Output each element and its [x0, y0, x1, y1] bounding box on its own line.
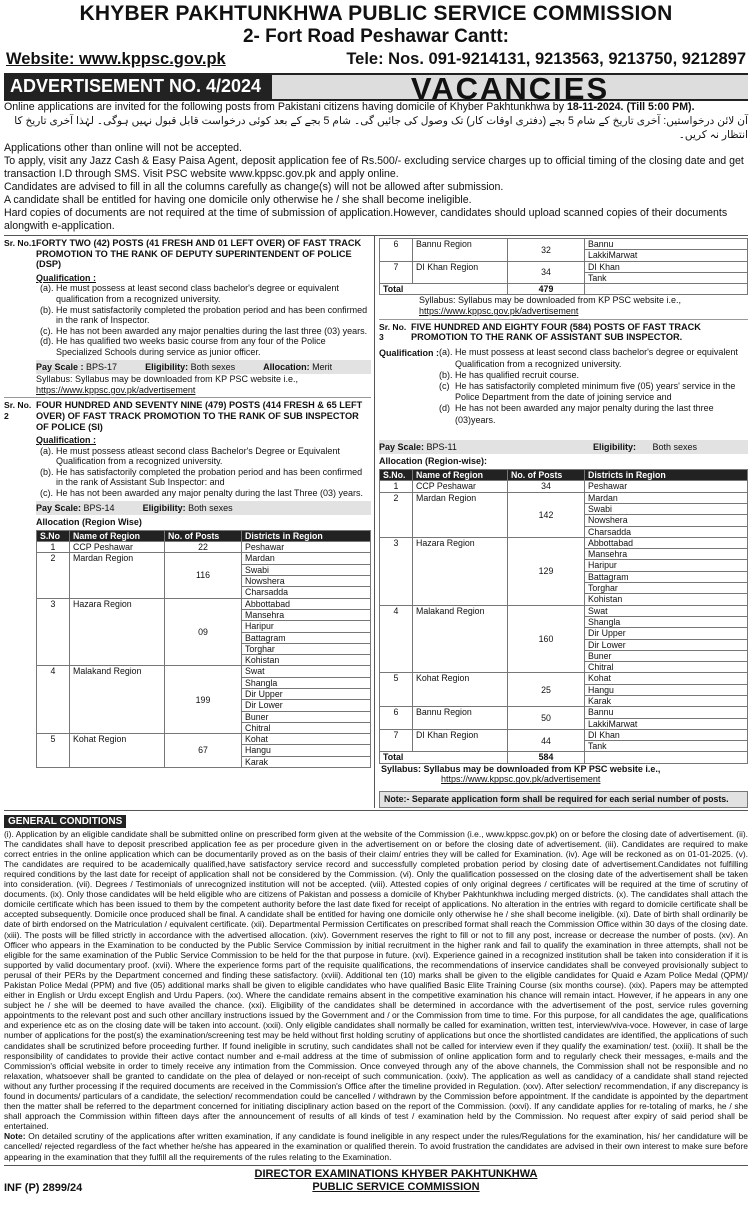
row-district: Kohistan: [242, 655, 371, 666]
pay-scale: BPS-11: [426, 441, 457, 452]
qualification-item: [40, 446, 371, 467]
row-sno: 3: [37, 598, 70, 666]
syllabus-link[interactable]: https://www.kppsc.gov.pk/advertisement: [441, 774, 601, 785]
row-district: Abbottabad: [242, 598, 371, 609]
row-district: Swabi: [585, 503, 748, 514]
row-sno: 1: [37, 542, 70, 553]
row-posts: 34: [508, 261, 585, 284]
qualification-letter: (b).: [40, 304, 54, 315]
row-sno: 4: [37, 666, 70, 734]
table-header-row: [37, 530, 371, 541]
row-district: Torghar: [242, 643, 371, 654]
qualification-item: [439, 403, 748, 425]
row-district: Charsadda: [585, 526, 748, 537]
table-row: [37, 542, 371, 553]
qualification-letter: (d).: [40, 336, 54, 347]
row-district: Abbottabad: [585, 537, 748, 548]
row-sno: 2: [380, 492, 413, 537]
row-posts: 50: [508, 707, 585, 730]
qualification-text: He has satisfactorily completed the probation period and has been confirmed in the rank of Assistant Sub Inspector: and: [56, 466, 363, 488]
syllabus-link[interactable]: https://www.kppsc.gov.pk/advertisement: [419, 306, 579, 317]
allocation: Merit: [312, 361, 333, 372]
row-district: Dir Upper: [585, 628, 748, 639]
row-sno: 1: [380, 481, 413, 492]
column-header: S.No: [37, 530, 70, 541]
qualification-letter: (a).: [40, 283, 54, 294]
row-district: Dir Lower: [242, 700, 371, 711]
syllabus: Syllabus: Syllabus may be downloaded from KP PSC website i.e.,: [36, 374, 298, 385]
row-region: Kohat Region: [70, 734, 165, 768]
row-district: Battagram: [242, 632, 371, 643]
syllabus-link[interactable]: https://www.kppsc.gov.pk/advertisement: [36, 384, 196, 395]
table-row: [380, 673, 748, 684]
qualification-list: [435, 347, 748, 425]
advertisement-number: ADVERTISEMENT NO. 4/2024: [4, 73, 272, 101]
row-district: Mansehra: [242, 609, 371, 620]
row-posts: 116: [165, 553, 242, 598]
total-row: [380, 284, 748, 295]
column-header: S.No.: [380, 470, 413, 481]
row-district: LakkiMarwat: [585, 250, 748, 261]
total-blank: [585, 752, 748, 763]
table-row: [37, 666, 371, 677]
row-region: Hazara Region: [413, 537, 508, 605]
row-posts: 142: [508, 492, 585, 537]
row-district: Chitral: [585, 662, 748, 673]
row-district: Buner: [242, 711, 371, 722]
intro-line-4: Candidates are advised to fill in all the columns carefully as change(s) will not be allowed after submission.: [4, 181, 504, 193]
qualification-text: He must satisfactorily completed the probation period and has been confirmed in the rank of Inspector.: [56, 304, 368, 326]
general-note: Note: On detailed scrutiny of the applications after written examination, if any candidate is found ineligible in any respect under the rules/Regulations for the examination, his/ her candidature will be cancelled/ rejected regardless of the fact whether he/she has appeared in the examination or qualified therein. To avoid frustration the candidates are advised in their own interest to make sure before appearing in the examination that they fulfill all the requirements of the rules relating to the Examination.: [4, 1131, 748, 1162]
general-conditions-title: GENERAL CONDITIONS: [4, 815, 126, 828]
row-sno: 4: [380, 605, 413, 673]
row-posts: 129: [508, 537, 585, 605]
pay-scale: BPS-17: [86, 361, 118, 372]
telephone-numbers: Tele: Nos. 091-9214131, 9213563, 9213750, 9212897: [346, 50, 746, 68]
row-district: Shangla: [585, 616, 748, 627]
qualification-letter: (b).: [439, 369, 453, 380]
allocation-table: [379, 469, 748, 764]
row-district: Haripur: [242, 621, 371, 632]
table-row: [380, 729, 748, 740]
table-row: [380, 261, 748, 272]
general-conditions-text: (i). Application by an eligible candidate shall be submitted online on prescribed form given at the website of the Commission (i.e., www.kppsc.gov.pk) on or before the closing date of advertisement. (ii). The candidates shall have to deposit prescribed application fee as per procedure given in the advertisement on or before the closing date of advertisement. (iii). Candidates are required to make correct entries in the online application which can be documentarily proved as on the basis of their claim/ entries they will be called for Examination. (iv). Age will be reckoned as on 01-01-2025. (v). The candidates are required to be academically qualified,have satisfactory service record and successfully completed probation period by closing date of advertisement.Candidates not fulfilling required conditions by the last date for receipt of application shall not be considered by the Commission. (vi). Only the qualification possessed on the closing date of the advertisement shall be taken into consideration. (vii). Degrees / Testimonials of unrecognized institution will not be accepted. (viii). Attested copies of only original degrees / certificates will be required at the time of scrutiny of documents. (ix). Only those candidates will be held eligible who are citizens of Pakistan and possess a domicile of Khyber Pakhtunkhwa including merged districts. (x). The candidates shall attach the domicile certificate which has been issued to them by the competent authority before the last date fixed for receipt of applications. No alteration in the entries with regard to domicile certificate shall be accepted subsequently. Domicile once produced shall be final. A candidate shall be entitled for having one domicile only otherwise he / she shall become ineligible. (xi). Date of birth shall ordinarily be date of birth endorsed on the Matriculation / equivalent certificate. (xii). Departmental Permission Certificates on prescribed format shall reach the Commission Office within 30 days of the closing date. (xiii). The posts will be filled strictly in accordance with the advertised allocation. (xiv). Government reserves the right to fill or not to fill any post, increase or decrease the number of posts. (xv). An Officer who appears in the Examination to be conducted by the Public Service Commission by initial recruitment in the higher rank and fail to qualify the examination in three attempts, shall not be eligible for the same examination of the Public Service Commission to be held for the that purpose in future. (xvi). Experience gained in a recognized institution shall be taken into consideration if it is supported by valid documentary proof. (xvii). Where the experience forms part of the requisite qualifications, the recommendations of inservice candidates shall be conveyed provisionally subject to perusal of their PERs by the Department concerned and finding these satisfactory. (xviii). Additional ten (10) marks shall be given to the eligible candidates for Quaid e Azam Police Medal (QPM)/ Pakistan Police Medal (PPM) and five (05) additional marks shall be given to eligible candidates who have qualified Basic Elite Training Course (six months course). (xix). Papers may be attempted either in English or Urdu except English and Urdu Papers. (xx). Where the candidate remains absent in the competitive examination his chance will remain intact. However, if he appears in any one subject he / she will be deemed to have availed the chance. (xxi). Eligibility of the candidates shall be determined in accordance with the advertisement of the post, service rules governing appointments to the relevant post and such other ancillary instructions issued by the Government and / or the Commission from time to time. For this purpose, for all candidates the age, qualifications and experience etc as on the closing date will be taken into account. (xxii). Only eligible candidates shall normally be called for examination, written test, interview/viva-voce. However, in case of large number of applications for the post(s) the examination/screening test may be held without first holding scrutiny of applications but once the shortlisted candidates are identified, the applications of such candidates shall be scrutinized before proceeding further. If found ineligible in scrutiny, such candidates shall not be called for interview even if they qualify the examination/ test. (xxiii). It shall be the responsibility of candidates to provide their active contact number and e-mail address at the time of submission of online application form and to regularly check their messages, e-mails and the Commission's official website in order to timely receive any intimation from the Commission. Once conveyed through any of the above channels, the Commission shall not be responsible and no relaxation, whatsoever shall be granted to candidate on the plea of delayed or non-receipt of such communication. (xxiv). The application as well as candidacy of a candidate shall stand rejected without any further processing if the required documents are received in the Commission's Office after the timeline provided in Regulation. (xxv). After selection/ recommendation, if any discrepancy is found in documents/ particulars of a candidate, the selection/ recommendation could be cancelled / withdrawn by the Commission before appointment. If the candidate is appointed by the department then the matter shall be referred to the department concerned for initiating disciplinary action based on the report of the Commission. (xxvi). If any candidate applies for re-totaling of marks, he / she shall approach the Commission within fifteen days after the announcement of results of all kinds of test / examination held by the Commission. No request after expiry of said period shall be entertained.: [4, 828, 748, 1132]
row-posts: 09: [165, 598, 242, 666]
row-district: Nowshera: [242, 576, 371, 587]
table-row: [37, 553, 371, 564]
qualification-heading: Qualification :: [379, 347, 440, 358]
closing-date: 18-11-2024. (Till 5:00 PM).: [566, 101, 695, 113]
allocation-heading: Allocation (Region-wise):: [379, 456, 487, 467]
qualification-item: [40, 305, 371, 326]
table-row: [37, 598, 371, 609]
row-district: Tank: [585, 272, 748, 283]
qualification-text: He must possess at least second class bachelor's degree or equivalent qualification from a recognized university.: [56, 283, 339, 304]
row-district: Mansehra: [585, 549, 748, 560]
qualification-item: [40, 283, 371, 304]
qualification-item: [40, 467, 371, 488]
qualification-item: [439, 381, 748, 403]
row-region: Mardan Region: [70, 553, 165, 598]
row-sno: 7: [380, 729, 413, 752]
total-label: Total: [380, 284, 508, 295]
row-district: Bannu: [585, 707, 748, 718]
qualification-heading: Qualification :: [36, 435, 97, 446]
row-district: Shangla: [242, 677, 371, 688]
row-district: Battagram: [585, 571, 748, 582]
total-label: Total: [380, 752, 508, 763]
serial-number: Sr. No. 3: [379, 321, 407, 343]
left-column: [4, 236, 375, 808]
intro-block: [4, 101, 748, 233]
row-district: Haripur: [585, 560, 748, 571]
qualification-letter: (a).: [439, 347, 453, 358]
row-sno: 7: [380, 261, 413, 284]
intro-line-2: Applications other than online will not be accepted.: [4, 142, 242, 154]
vacancies-banner: VACANCIES: [272, 73, 748, 101]
row-district: DI Khan: [585, 261, 748, 272]
syllabus: Syllabus: Syllabus may be downloaded from KP PSC website i.e., https://www.kppsc.gov.pk/advertisement: [419, 295, 681, 317]
general-conditions: [4, 810, 748, 1162]
post-3: [379, 319, 748, 345]
contact-line: [4, 48, 748, 70]
row-posts: 44: [508, 729, 585, 752]
row-region: Malakand Region: [413, 605, 508, 673]
row-district: Dir Upper: [242, 689, 371, 700]
row-district: Karak: [242, 756, 371, 767]
director-signature: [224, 1168, 568, 1194]
row-sno: 2: [37, 553, 70, 598]
row-sno: 3: [380, 537, 413, 605]
row-district: Karak: [585, 696, 748, 707]
right-column: [375, 236, 748, 808]
row-posts: 22: [165, 542, 242, 553]
serial-number: Sr. No. 2: [4, 400, 32, 421]
row-district: Mardan: [242, 553, 371, 564]
row-district: Tank: [585, 741, 748, 752]
row-region: Kohat Region: [413, 673, 508, 707]
post-1: [4, 236, 371, 398]
row-region: CCP Peshawar: [413, 481, 508, 492]
row-district: Swat: [242, 666, 371, 677]
row-district: Buner: [585, 650, 748, 661]
row-district: LakkiMarwat: [585, 718, 748, 729]
qualification-text: He has satisfactorily completed minimum five (05) years' service in the Police Department from the date of joining service and: [455, 381, 736, 403]
table-row: [37, 734, 371, 745]
row-district: Swabi: [242, 564, 371, 575]
row-region: DI Khan Region: [413, 261, 508, 284]
row-region: Hazara Region: [70, 598, 165, 666]
allocation-heading: Allocation (Region Wise): [36, 517, 142, 528]
qualification-item: [439, 370, 748, 381]
qualification-letter: (a).: [40, 445, 54, 456]
intro-line-5: A candidate shall be entitled for having one domicile only otherwise he / she shall become ineligible.: [4, 194, 472, 206]
row-posts: 25: [508, 673, 585, 707]
row-district: Bannu: [585, 239, 748, 250]
intro-line-1: Online applications are invited for the following posts from Pakistani citizens having domicile of Khyber Pakhtunkhwa by 18-11-2024. (Till 5:00 PM).: [4, 101, 695, 113]
eligibility: Both sexes: [652, 441, 698, 452]
serial-number: Sr. No.1: [4, 238, 36, 248]
eligibility: Both sexes: [188, 502, 233, 513]
commission-title: KHYBER PAKHTUNKHWA PUBLIC SERVICE COMMISSION: [79, 2, 673, 25]
advertisement-page: [4, 2, 748, 1194]
column-header: Name of Region: [70, 530, 165, 541]
allocation-table-continued: [379, 238, 748, 295]
row-district: Kohat: [242, 734, 371, 745]
column-header: No. of Posts: [165, 530, 242, 541]
post-2: [4, 398, 371, 770]
pay-eligibility-row: Pay Scale: BPS-14 Eligibility: Both sexes: [36, 501, 371, 516]
qualification-letter: (c): [439, 381, 450, 392]
qualification-text: He has not been awarded any major penalties during the last three (03) years.: [56, 325, 368, 336]
title-bar: [4, 71, 748, 106]
qualification-letter: (c).: [40, 488, 53, 499]
syllabus: Syllabus: Syllabus may be downloaded from KP PSC website i.e., https://www.kppsc.gov.pk/advertisement: [381, 763, 661, 785]
row-district: Mardan: [585, 492, 748, 503]
pay-scale: BPS-14: [83, 502, 115, 513]
qualification-item: [40, 488, 371, 499]
row-district: Kohat: [585, 673, 748, 684]
row-district: Kohistan: [585, 594, 748, 605]
qualification-list: [36, 446, 371, 499]
table-row: [380, 481, 748, 492]
qualification-text: He has not been awarded any major penalty during the last Three (03) years.: [56, 488, 364, 499]
row-district: Charsadda: [242, 587, 371, 598]
eligibility: Both sexes: [190, 361, 236, 372]
row-region: Bannu Region: [413, 707, 508, 730]
row-posts: 199: [165, 666, 242, 734]
qualification-heading: Qualification :: [36, 272, 97, 283]
total-value: 584: [508, 752, 585, 763]
post-title: FIVE HUNDRED AND EIGHTY FOUR (584) POSTS OF FAST TRACK PROMOTION TO THE RANK OF ASSISTANT SUB INSPECTOR.: [411, 321, 701, 343]
table-row: [380, 707, 748, 718]
posts-section: [4, 235, 748, 808]
intro-line-3: To apply, visit any Jazz Cash & Easy Paisa Agent, deposit application fee of Rs.500/- excluding service charges up to official timing of the closing date and get transaction I.D through SMS. Visit PSC website www.kppsc.gov.pk and apply online.: [4, 155, 744, 180]
row-district: Hangu: [242, 745, 371, 756]
qualification-text: He must possess atleast second class Bachelor's Degree or Equivalent Qualification from a recognized university.: [56, 445, 340, 467]
separate-form-note: Note:- Separate application form shall be required for each serial number of posts.: [379, 791, 748, 808]
total-value: 479: [508, 284, 585, 295]
post-title: FOUR HUNDRED AND SEVENTY NINE (479) POSTS (414 FRESH & 65 LEFT OVER) OF FAST TRACK PROMOTION TO THE RANK OF SUB INSPECTOR OF POLICE (SI): [36, 400, 363, 432]
intro-line-6: Hard copies of documents are not required at the time of submission of application.However, candidates should upload scanned copies of their documents alongwith e-application.: [4, 207, 728, 232]
commission-name: PUBLIC SERVICE COMMISSION: [312, 1180, 480, 1193]
table-row: [380, 537, 748, 548]
qualification-item: [40, 326, 371, 337]
row-district: Peshawar: [242, 542, 371, 553]
total-blank: [585, 284, 748, 295]
row-district: Chitral: [242, 722, 371, 733]
pay-eligibility-row: Pay Scale: BPS-11 Eligibility: Both sexes: [379, 440, 748, 455]
inf-number: INF (P) 2899/24: [4, 1181, 83, 1194]
qualification-text: He has qualified two weeks basic course from any four of the Police Specialized Schools during service as junior officer.: [56, 336, 326, 357]
row-sno: 6: [380, 707, 413, 730]
footer: [4, 1165, 748, 1194]
table-row: [380, 492, 748, 503]
column-header: Districts in Region: [585, 470, 748, 481]
urdu-instruction: آن لائن درخواستیں: آخری تاریخ کے شام 5 بجے (دفتری اوقات کار) تک وصول کی جائیں گی۔ شام 5 بجے کے بعد کوئی درخواست قابل قبول نہیں ہوگی۔ لہٰذا آخری تاریخ کا انتظار نہ کریں۔: [14, 115, 748, 141]
row-region: Mardan Region: [413, 492, 508, 537]
post-title: FORTY TWO (42) POSTS (41 FRESH AND 01 LEFT OVER) OF FAST TRACK PROMOTION TO THE RANK OF DEPUTY SUPERINTENDENT OF POLICE (DSP): [36, 238, 362, 270]
row-district: Swat: [585, 605, 748, 616]
row-region: DI Khan Region: [413, 729, 508, 752]
row-district: Nowshera: [585, 515, 748, 526]
row-sno: 6: [380, 239, 413, 262]
row-region: Malakand Region: [70, 666, 165, 734]
row-posts: 67: [165, 734, 242, 768]
row-district: Peshawar: [585, 481, 748, 492]
row-posts: 32: [508, 239, 585, 262]
row-posts: 160: [508, 605, 585, 673]
column-header: No. of Posts: [508, 470, 585, 481]
qualification-list: [36, 283, 371, 357]
row-district: Hangu: [585, 684, 748, 695]
column-header: Name of Region: [413, 470, 508, 481]
column-header: Districts in Region: [242, 530, 371, 541]
qualification-letter: (d): [439, 403, 450, 414]
qualification-letter: (c).: [40, 325, 53, 336]
row-region: CCP Peshawar: [70, 542, 165, 553]
qualification-text: He has not been awarded any major penalty during the last three (03)years.: [455, 403, 714, 425]
row-region: Bannu Region: [413, 239, 508, 262]
row-district: Torghar: [585, 583, 748, 594]
website-link[interactable]: Website: www.kppsc.gov.pk: [6, 50, 226, 68]
commission-address: 2- Fort Road Peshawar Cantt:: [242, 26, 510, 47]
row-district: DI Khan: [585, 729, 748, 740]
table-row: [380, 239, 748, 250]
row-district: Dir Lower: [585, 639, 748, 650]
qualification-item: [40, 336, 371, 357]
pay-eligibility-row: Pay Scale : BPS-17 Eligibility: Both sexes Allocation: Merit: [36, 360, 371, 375]
qualification-letter: (b).: [40, 466, 54, 477]
qualification-item: [439, 347, 748, 369]
allocation-table: [36, 530, 371, 768]
qualification-text: He must possess at least second class bachelor's degree or equivalent Qualification from a recognized university.: [455, 347, 738, 369]
table-header-row: [380, 470, 748, 481]
director-title: DIRECTOR EXAMINATIONS KHYBER PAKHTUNKHWA: [254, 1167, 538, 1180]
qualification-text: He has qualified recruit course.: [455, 369, 580, 380]
row-sno: 5: [380, 673, 413, 707]
row-sno: 5: [37, 734, 70, 768]
total-row: [380, 752, 748, 763]
row-posts: 34: [508, 481, 585, 492]
table-row: [380, 605, 748, 616]
qualification-block: [379, 345, 748, 426]
